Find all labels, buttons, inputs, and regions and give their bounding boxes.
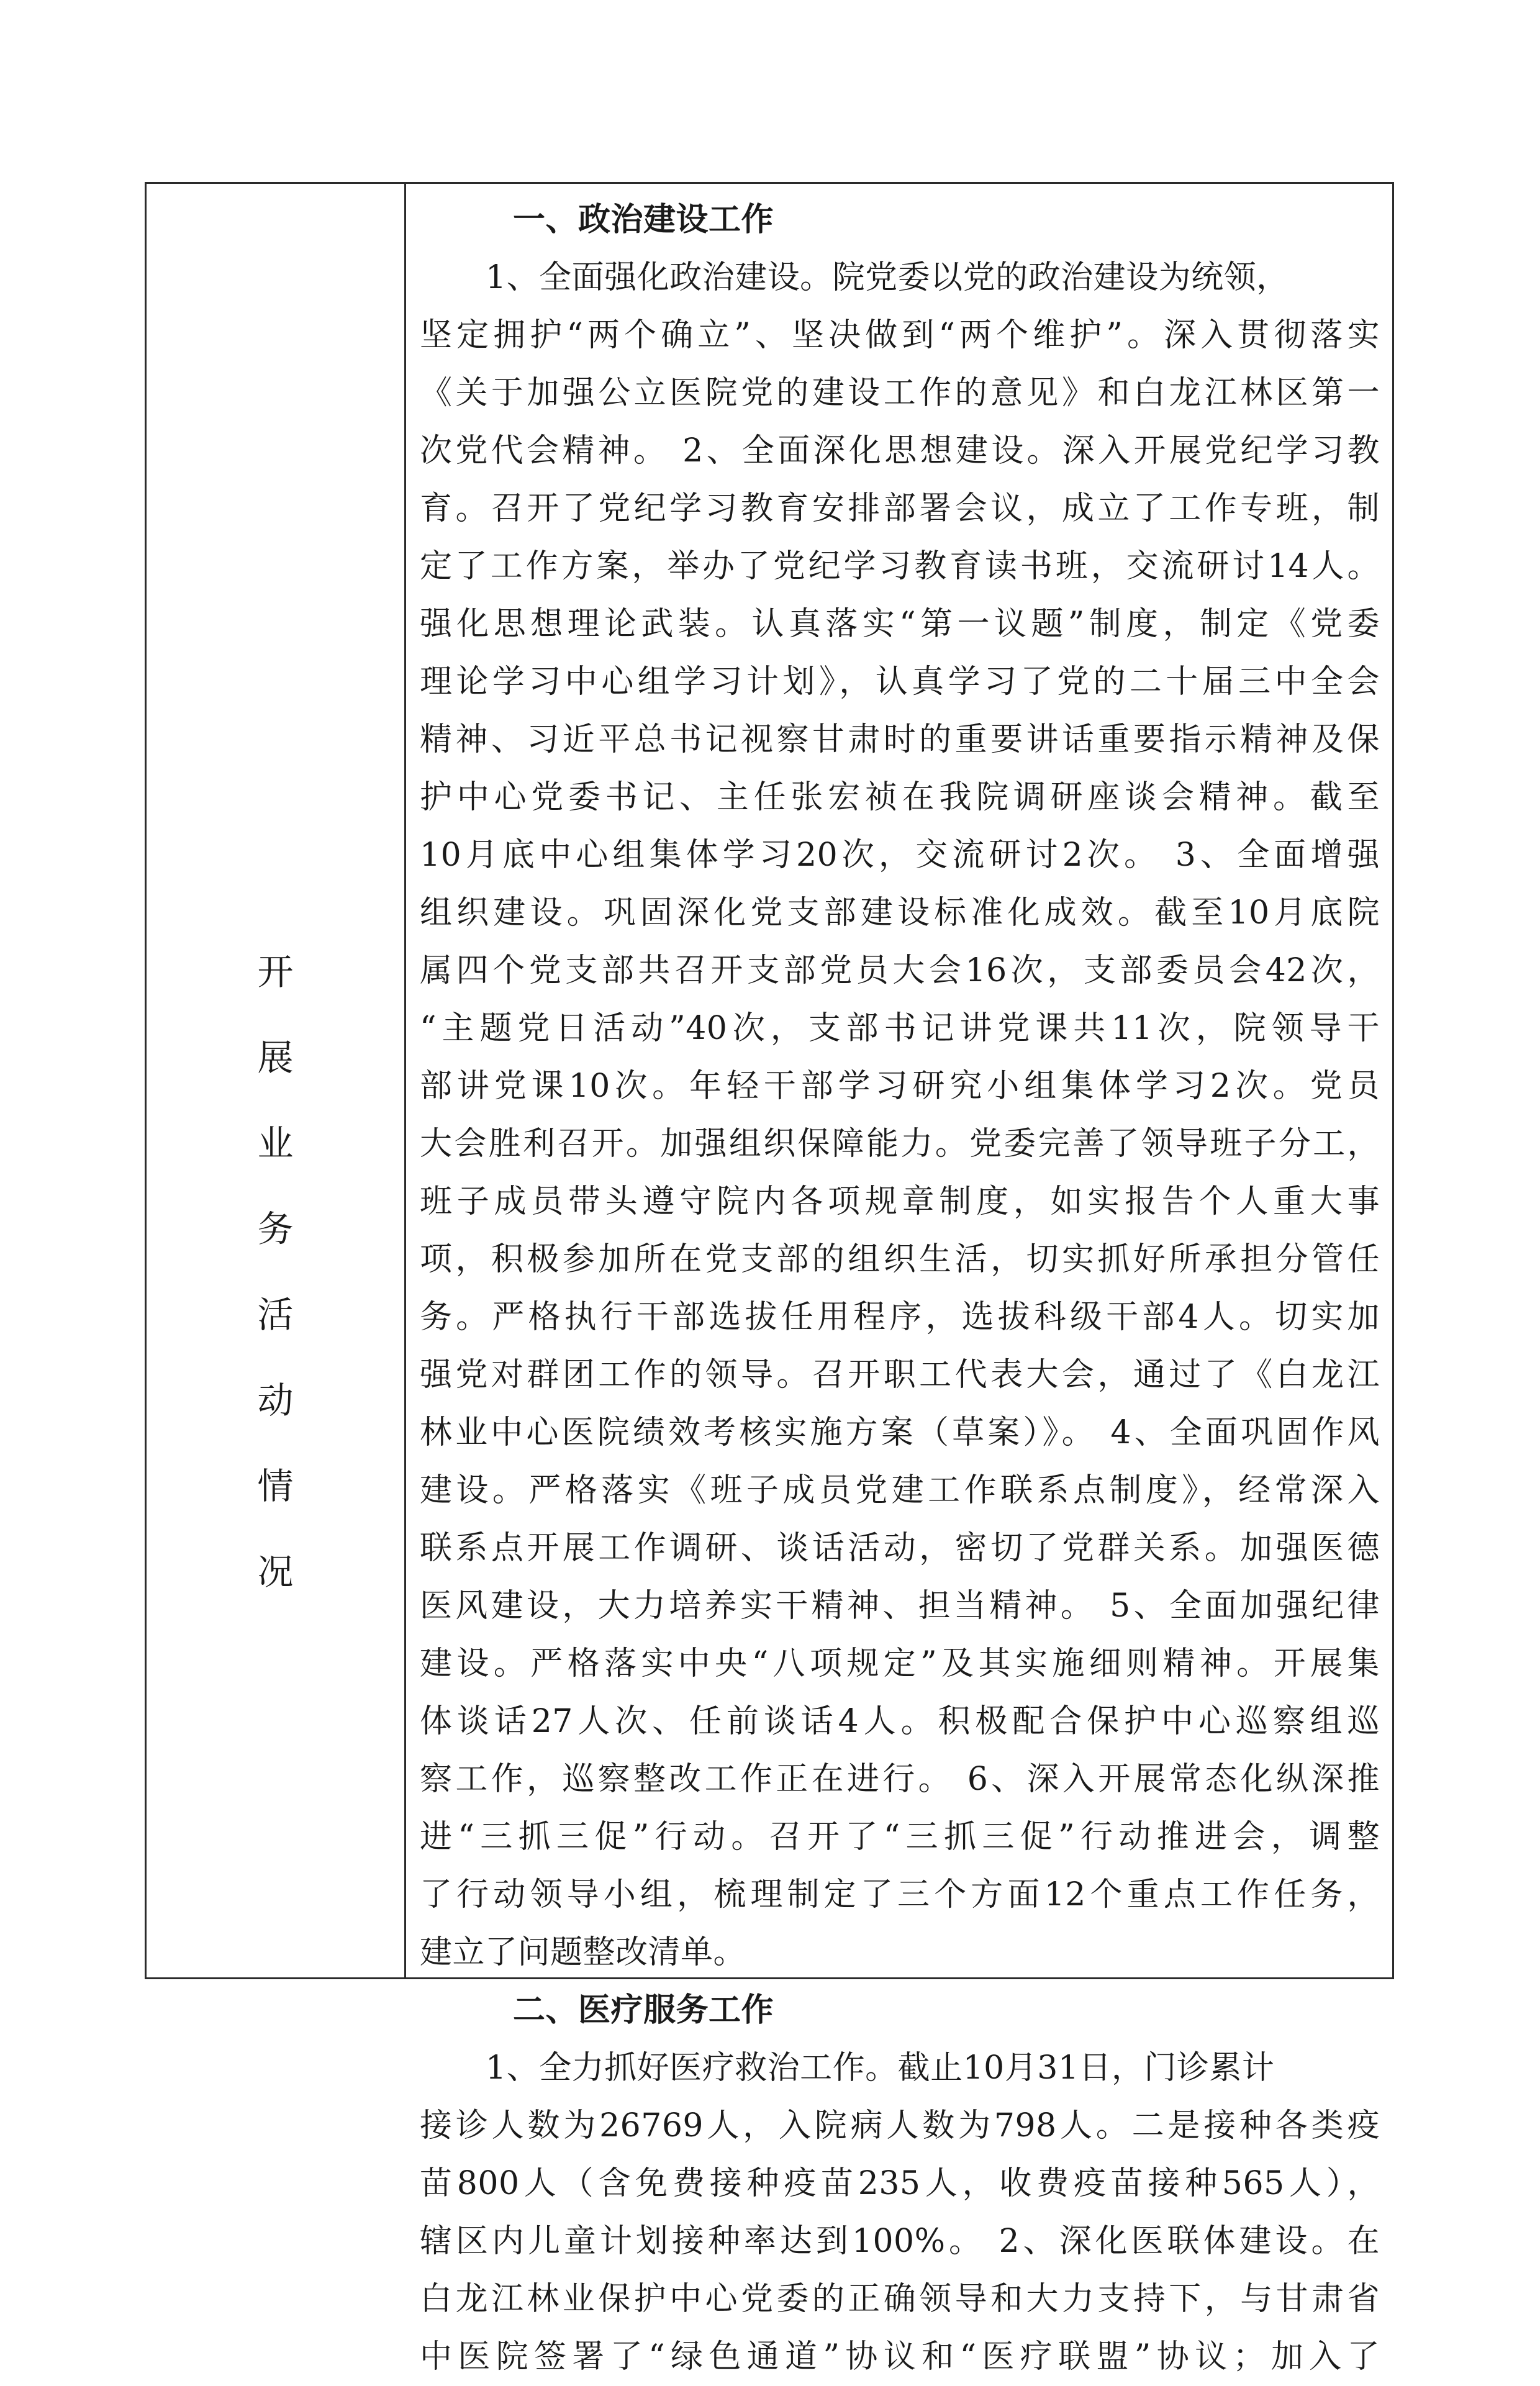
section-heading: 一、政治建设工作 [513, 201, 774, 238]
text-line: 接诊人数为26769人，入院病人数为798人。二是接种各类疫 [420, 2107, 1380, 2144]
text-line: 体谈话27人次、任前谈话4人。积极配合保护中心巡察组巡 [420, 1703, 1380, 1740]
text-line: 1、全力抓好医疗救治工作。截止10月31日，门诊累计 [486, 2049, 1275, 2087]
text-line: 建立了问题整改清单。 [420, 1934, 746, 1971]
text-line: 了行动领导小组，梳理制定了三个方面12个重点工作任务， [420, 1876, 1380, 1913]
text-line: 班子成员带头遵守院内各项规章制度，如实报告个人重大事 [420, 1183, 1380, 1220]
label-char: 活 [257, 1294, 294, 1336]
text-line: 林业中心医院绩效考核实施方案（草案）》。 4、全面巩固作风 [420, 1414, 1380, 1451]
text-line: 1、全面强化政治建设。院党委以党的政治建设为统领， [486, 259, 1289, 296]
text-line: 护中心党委书记、主任张宏祯在我院调研座谈会精神。截至 [420, 779, 1380, 816]
row-label-cell [147, 184, 406, 1977]
label-char: 情 [257, 1465, 294, 1507]
text-line: 育。召开了党纪学习教育安排部署会议，成立了工作专班，制 [420, 490, 1380, 527]
text-line: 10月底中心组集体学习20次，交流研讨2次。 3、全面增强 [420, 837, 1380, 874]
text-line: 定了工作方案，举办了党纪学习教育读书班，交流研讨14人。 [420, 548, 1380, 585]
text-line: 大会胜利召开。加强组织保障能力。党委完善了领导班子分工， [420, 1125, 1380, 1163]
text-line: 坚定拥护“两个确立”、坚决做到“两个维护”。深入贯彻落实 [420, 317, 1380, 354]
text-line: 部讲党课10次。年轻干部学习研究小组集体学习2次。党员 [420, 1068, 1380, 1105]
text-line: 中医院签署了“绿色通道”协议和“医疗联盟”协议；加入了 [420, 2338, 1380, 2375]
text-line: 医风建设，大力培养实干精神、担当精神。 5、全面加强纪律 [420, 1587, 1380, 1625]
section-heading: 二、医疗服务工作 [513, 1992, 774, 2029]
text-line: 务。严格执行干部选拔任用程序，选拔科级干部4人。切实加 [420, 1299, 1380, 1336]
text-line: 强党对群团工作的领导。召开职工代表大会，通过了《白龙江 [420, 1356, 1380, 1394]
text-line: 建设。严格落实中央“八项规定”及其实施细则精神。开展集 [420, 1645, 1380, 1682]
label-char: 务 [257, 1208, 294, 1250]
text-line: 强化思想理论武装。认真落实“第一议题”制度，制定《党委 [420, 606, 1380, 643]
text-line: 精神、习近平总书记视察甘肃时的重要讲话重要指示精神及保 [420, 721, 1380, 758]
text-line: 进“三抓三促”行动。召开了“三抓三促”行动推进会，调整 [420, 1818, 1380, 1856]
text-line: 苗800人（含免费接种疫苗235人，收费疫苗接种565人）， [420, 2165, 1380, 2202]
text-line: 联系点开展工作调研、谈话活动，密切了党群关系。加强医德 [420, 1530, 1380, 1567]
text-line: 理论学习中心组学习计划》，认真学习了党的二十届三中全会 [420, 663, 1380, 701]
text-line: 察工作，巡察整改工作正在进行。 6、深入开展常态化纵深推 [420, 1761, 1380, 1798]
label-char: 况 [257, 1551, 294, 1593]
text-line: 辖区内儿童计划接种率达到100%。 2、深化医联体建设。在 [420, 2223, 1380, 2260]
text-line: “主题党日活动”40次，支部书记讲党课共11次，院领导干 [420, 1010, 1380, 1047]
text-line: 组织建设。巩固深化党支部建设标准化成效。截至10月底院 [420, 894, 1380, 932]
text-line: 次党代会精神。 2、全面深化思想建设。深入开展党纪学习教 [420, 432, 1380, 469]
text-line: 项，积极参加所在党支部的组织生活，切实抓好所承担分管任 [420, 1241, 1380, 1278]
text-line: 白龙江林业保护中心党委的正确领导和大力支持下，与甘肃省 [420, 2280, 1380, 2318]
label-char: 业 [257, 1122, 294, 1164]
label-char: 展 [257, 1037, 294, 1079]
label-char: 开 [257, 951, 294, 993]
label-char: 动 [257, 1379, 294, 1422]
text-line: 属四个党支部共召开支部党员大会16次，支部委员会42次， [420, 952, 1380, 989]
activity-table [145, 182, 1394, 2375]
content-cell [406, 184, 1392, 2375]
text-line: 《关于加强公立医院党的建设工作的意见》和白龙江林区第一 [420, 374, 1380, 412]
text-line: 建设。严格落实《班子成员党建工作联系点制度》，经常深入 [420, 1472, 1380, 1509]
row-label [147, 951, 404, 1640]
